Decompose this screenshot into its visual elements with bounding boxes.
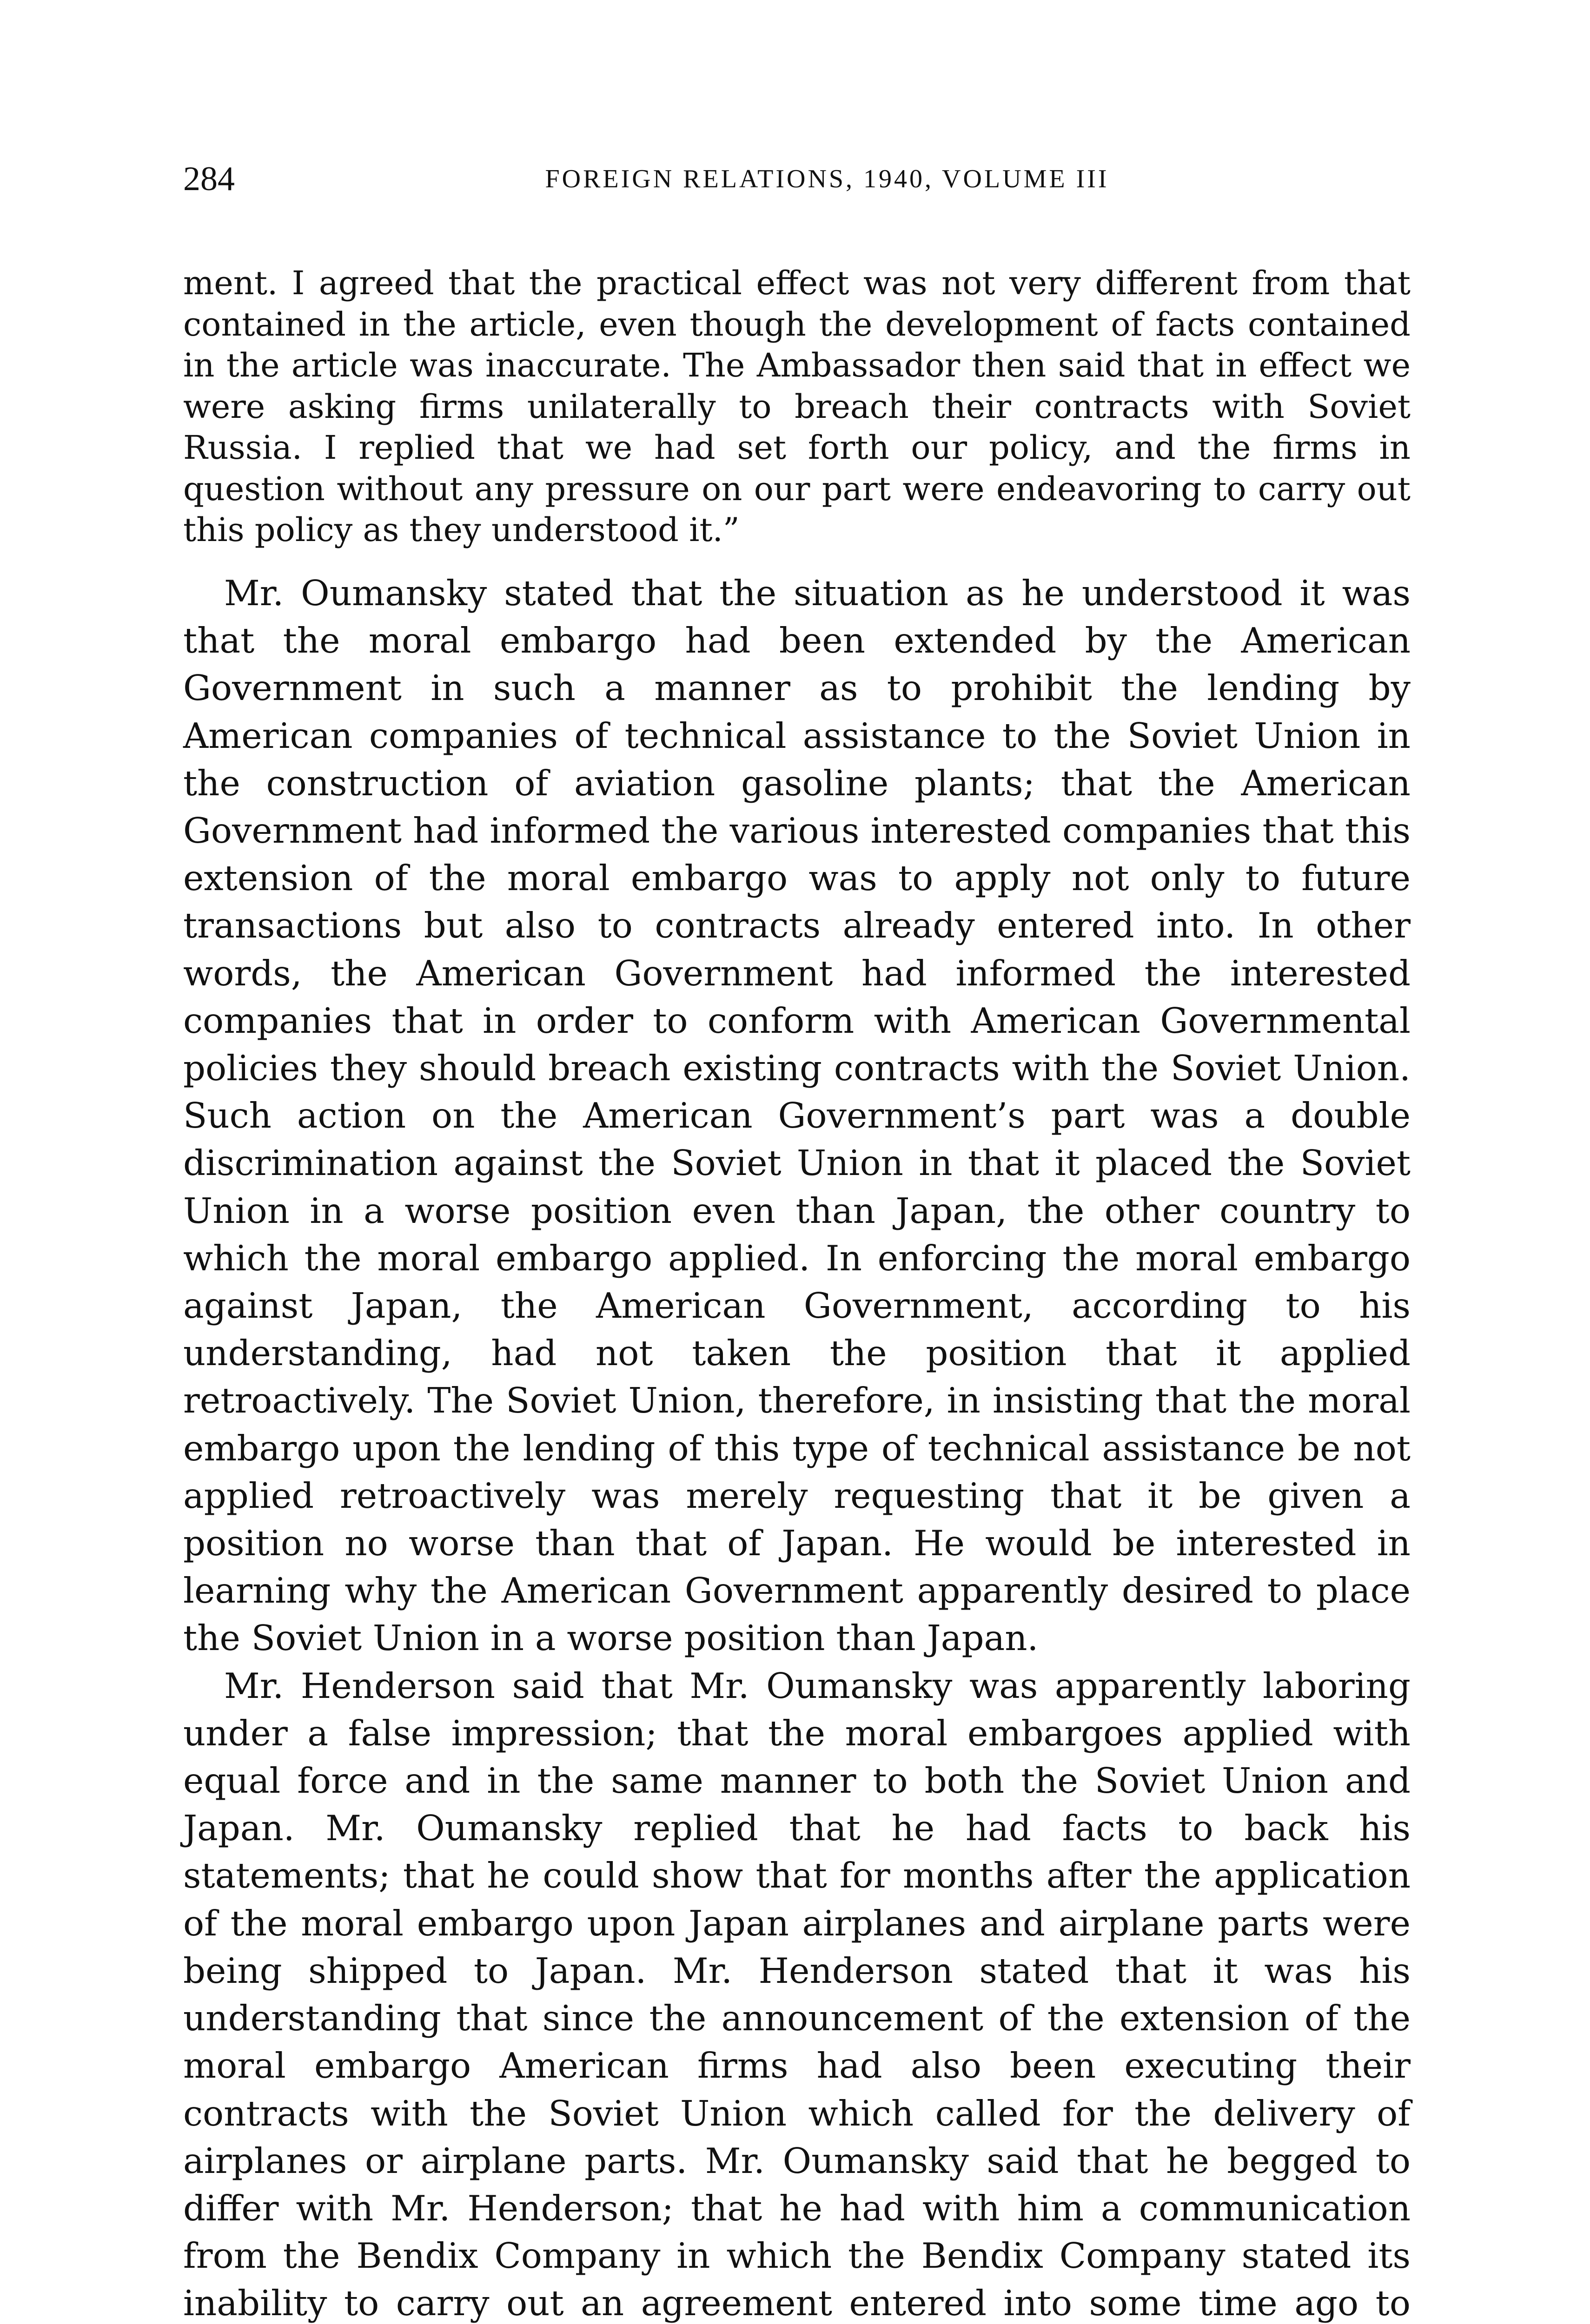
page-header xyxy=(183,153,1411,205)
page-number: 284 xyxy=(183,160,235,198)
body-paragraph: Mr. Henderson said that Mr. Oumansky was apparently laboring under a false impression; that the moral embargoes applied with equal force and in the same manner to both the Soviet Union and Japan. Mr. Oumansky replied that he had facts to back his statements; that he could show that for months after the application of the moral embargo upon Japan airplanes and airplane parts were being shipped to Japan. Mr. Henderson stated that it was his understanding that since the announcement of the extension of the moral embargo American firms had also been executing their contracts with the Soviet Union which called for the delivery of airplanes or airplane parts. Mr. Oumansky said that he begged to differ with Mr. Henderson; that he had with him a communication from the Bendix Company in which the Bendix Company stated its inability to carry out an agreement entered into some time ago to xyxy=(183,1665,1411,2324)
quoted-text-block xyxy=(183,263,1411,551)
quoted-paragraph: ment. I agreed that the practical effect was not very different from that contained in the article, even though the development of facts contained in the article was inaccurate. The Ambassador then said that in effect we were asking firms unilaterally to breach their contracts with Soviet Russia. I replied that we had set forth our policy, and the firms in question without any pressure on our part were endeavoring to carry out this policy as they understood it.” xyxy=(183,264,1411,549)
body-paragraph: Mr. Oumansky stated that the situation as he understood it was that the moral embargo had been extended by the American Government in such a manner as to prohibit the lending by American companies of technical assistance to the Soviet Union in the construction of aviation gasoline plants; that the American Government had informed the various interested companies that this extension of the moral embargo was to apply not only to future transactions but also to contracts already entered into. In other words, the American Government had informed the interested companies that in order to conform with American Governmental policies they should breach existing contracts with the Soviet Union. Such action on the American Government’s part was a double discrimination against the Soviet Union in that it placed the Soviet Union in a worse position even than Japan, the other country to which the moral embargo applied. In enforcing the moral embargo against Japan, the American Government, according to his understanding, had not taken the position that it applied retroactively. The Soviet Union, therefore, in insisting that the moral embargo upon the lending of this type of technical assistance be not applied retroactively was merely requesting that it be given a position no worse than that of Japan. He would be interested in learning why the American Government apparently desired to place the Soviet Union in a worse position than Japan. xyxy=(183,573,1411,1659)
running-title: FOREIGN RELATIONS, 1940, VOLUME III xyxy=(545,165,1109,193)
body-text-block xyxy=(183,569,1411,2324)
